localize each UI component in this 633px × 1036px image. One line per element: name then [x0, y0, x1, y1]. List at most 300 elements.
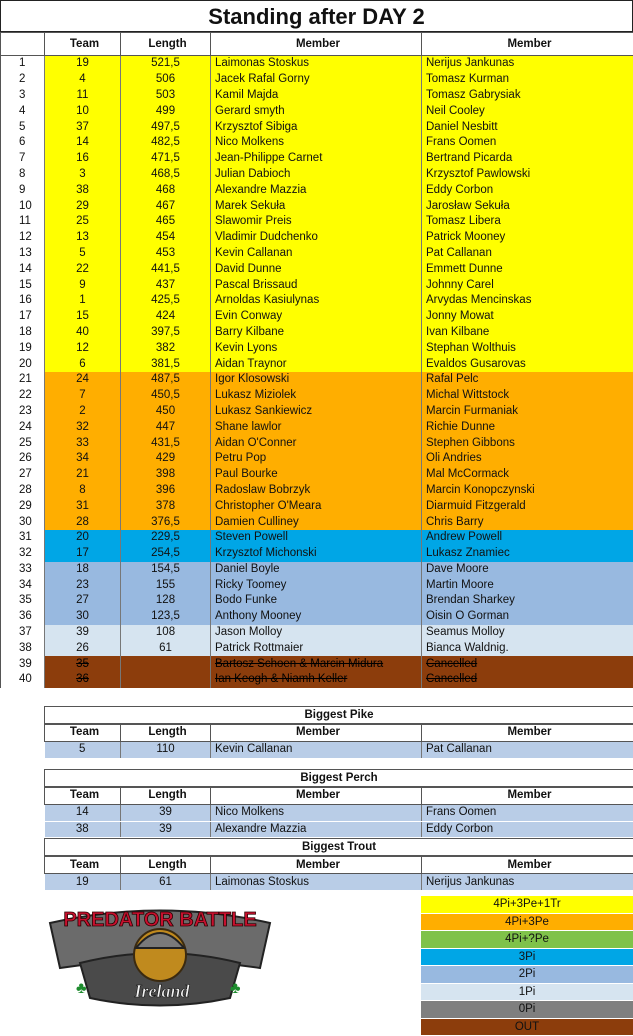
length-cell: 521,5: [121, 56, 211, 72]
team-header: Team: [45, 788, 121, 805]
member2-cell: Diarmuid Fitzgerald: [422, 498, 633, 514]
team-cell: 26: [45, 640, 121, 656]
rank-cell: 19: [1, 340, 45, 356]
member1-cell: Ian Keogh & Niamh Keller: [211, 672, 422, 688]
team-cell: 33: [45, 435, 121, 451]
standings-row: [1, 103, 633, 119]
team-cell: 22: [45, 261, 121, 277]
member2-cell: Oisin O Gorman: [422, 609, 633, 625]
team-cell: 21: [45, 467, 121, 483]
team-cell: 30: [45, 609, 121, 625]
member-header: Member: [422, 788, 633, 805]
length-cell: 424: [121, 309, 211, 325]
member1-cell: Bartosz Schoen & Marcin Midura: [211, 656, 422, 672]
legend-item: OUT: [421, 1019, 633, 1036]
rank-cell: 11: [1, 214, 45, 230]
length-cell: 123,5: [121, 609, 211, 625]
member1-cell: Laimonas Stoskus: [211, 874, 422, 891]
pike-row: [45, 741, 633, 758]
member1-cell: Evin Conway: [211, 309, 422, 325]
member1-cell: Petru Pop: [211, 451, 422, 467]
team-cell: 5: [45, 741, 121, 758]
team-cell: 14: [45, 804, 121, 821]
perch-row: [45, 821, 633, 838]
rank-cell: 10: [1, 198, 45, 214]
member2-cell: Jarosław Sekuła: [422, 198, 633, 214]
team-cell: 29: [45, 198, 121, 214]
standings-row: [1, 151, 633, 167]
team-cell: 24: [45, 372, 121, 388]
standings-row: [1, 404, 633, 420]
team-cell: 4: [45, 72, 121, 88]
member1-cell: Patrick Rottmaier: [211, 640, 422, 656]
length-cell: 429: [121, 451, 211, 467]
member1-cell: Jason Molloy: [211, 625, 422, 641]
standings-row: [1, 246, 633, 262]
member1-cell: Nico Molkens: [211, 135, 422, 151]
team-cell: 38: [45, 182, 121, 198]
length-cell: 154,5: [121, 562, 211, 578]
length-cell: 155: [121, 577, 211, 593]
length-cell: 497,5: [121, 119, 211, 135]
member2-cell: Martin Moore: [422, 577, 633, 593]
length-cell: 378: [121, 498, 211, 514]
length-cell: 431,5: [121, 435, 211, 451]
length-cell: 398: [121, 467, 211, 483]
member1-cell: Alexandre Mazzia: [211, 821, 422, 838]
svg-text:♣: ♣: [230, 980, 241, 997]
member2-cell: Rafal Pelc: [422, 372, 633, 388]
standings-body: [1, 56, 633, 688]
team-cell: 39: [45, 625, 121, 641]
team-cell: 8: [45, 483, 121, 499]
rank-cell: 24: [1, 419, 45, 435]
standings-row: [1, 230, 633, 246]
length-header: Length: [121, 33, 211, 56]
standings-row: [1, 467, 633, 483]
rank-cell: 3: [1, 88, 45, 104]
member-header: Member: [422, 857, 633, 874]
length-cell: 482,5: [121, 135, 211, 151]
length-cell: 506: [121, 72, 211, 88]
rank-cell: 1: [1, 56, 45, 72]
length-cell: 61: [121, 874, 211, 891]
rank-cell: 31: [1, 530, 45, 546]
member2-cell: Brendan Sharkey: [422, 593, 633, 609]
team-header: Team: [45, 725, 121, 742]
member1-cell: Barry Kilbane: [211, 325, 422, 341]
logo-title: PREDATOR BATTLE: [63, 909, 256, 931]
member2-cell: Chris Barry: [422, 514, 633, 530]
team-cell: 38: [45, 821, 121, 838]
member2-cell: Johnny Carel: [422, 277, 633, 293]
length-cell: [121, 672, 211, 688]
standings-row: [1, 498, 633, 514]
team-cell: 23: [45, 577, 121, 593]
standings-row: [1, 593, 633, 609]
length-cell: 396: [121, 483, 211, 499]
member-header: Member: [211, 857, 422, 874]
member2-cell: Jonny Mowat: [422, 309, 633, 325]
member-header: Member: [422, 33, 633, 56]
length-cell: 39: [121, 821, 211, 838]
member2-cell: Neil Cooley: [422, 103, 633, 119]
standings-row: [1, 293, 633, 309]
length-cell: 453: [121, 246, 211, 262]
member2-cell: Pat Callanan: [422, 246, 633, 262]
length-cell: 471,5: [121, 151, 211, 167]
team-cell: 13: [45, 230, 121, 246]
team-header: Team: [45, 33, 121, 56]
standings-row: [1, 261, 633, 277]
member1-cell: Ricky Toomey: [211, 577, 422, 593]
length-cell: 499: [121, 103, 211, 119]
team-cell: 12: [45, 340, 121, 356]
member1-cell: David Dunne: [211, 261, 422, 277]
member2-cell: Patrick Mooney: [422, 230, 633, 246]
legend-item: 0Pi: [421, 1001, 633, 1019]
member1-cell: Bodo Funke: [211, 593, 422, 609]
member2-cell: Eddy Corbon: [422, 821, 633, 838]
member1-cell: Damien Culliney: [211, 514, 422, 530]
team-cell: 37: [45, 119, 121, 135]
perch-header-row: [45, 788, 633, 805]
member1-cell: Krzysztof Sibiga: [211, 119, 422, 135]
standings-row: [1, 419, 633, 435]
length-cell: 450: [121, 404, 211, 420]
length-header: Length: [121, 725, 211, 742]
rank-cell: 27: [1, 467, 45, 483]
member1-cell: Kevin Lyons: [211, 340, 422, 356]
svg-text:♣: ♣: [76, 980, 87, 997]
member2-cell: Stephen Gibbons: [422, 435, 633, 451]
team-cell: 32: [45, 419, 121, 435]
standings-row: [1, 372, 633, 388]
team-cell: 20: [45, 530, 121, 546]
member1-cell: Anthony Mooney: [211, 609, 422, 625]
member2-cell: Daniel Nesbitt: [422, 119, 633, 135]
team-cell: 34: [45, 451, 121, 467]
length-cell: 465: [121, 214, 211, 230]
member2-cell: Frans Oomen: [422, 804, 633, 821]
member1-cell: Gerard smyth: [211, 103, 422, 119]
team-cell: 5: [45, 246, 121, 262]
team-cell: 10: [45, 103, 121, 119]
team-cell: 14: [45, 135, 121, 151]
length-cell: 128: [121, 593, 211, 609]
rank-cell: 26: [1, 451, 45, 467]
rank-header: [1, 33, 45, 56]
length-cell: 425,5: [121, 293, 211, 309]
team-cell: 17: [45, 546, 121, 562]
member1-cell: Igor Klosowski: [211, 372, 422, 388]
team-cell: 1: [45, 293, 121, 309]
member2-cell: Cancelled: [422, 672, 633, 688]
length-cell: 447: [121, 419, 211, 435]
rank-cell: 36: [1, 609, 45, 625]
legend-item: 1Pi: [421, 984, 633, 1002]
standings-row: [1, 435, 633, 451]
member1-cell: Lukasz Sankiewicz: [211, 404, 422, 420]
standings-table: [0, 32, 633, 688]
standings-row: [1, 72, 633, 88]
rank-cell: 39: [1, 656, 45, 672]
legend-item: 4Pi+3Pe+1Tr: [421, 896, 633, 914]
member2-cell: Bertrand Picarda: [422, 151, 633, 167]
legend-item: 4Pi+3Pe: [421, 914, 633, 932]
member1-cell: Krzysztof Michonski: [211, 546, 422, 562]
standings-header-row: [1, 33, 633, 56]
perch-body: [45, 804, 633, 838]
legend-item: 3Pi: [421, 949, 633, 967]
member1-cell: Alexandre Mazzia: [211, 182, 422, 198]
member2-cell: Oli Andries: [422, 451, 633, 467]
length-cell: 454: [121, 230, 211, 246]
team-cell: 31: [45, 498, 121, 514]
member1-cell: Kevin Callanan: [211, 741, 422, 758]
team-cell: 27: [45, 593, 121, 609]
member2-cell: Andrew Powell: [422, 530, 633, 546]
member2-cell: Tomasz Kurman: [422, 72, 633, 88]
pike-body: [45, 741, 633, 758]
member2-cell: Evaldos Gusarovas: [422, 356, 633, 372]
team-cell: 18: [45, 562, 121, 578]
length-header: Length: [121, 788, 211, 805]
length-cell: 503: [121, 88, 211, 104]
rank-cell: 6: [1, 135, 45, 151]
rank-cell: 17: [1, 309, 45, 325]
member2-cell: Stephan Wolthuis: [422, 340, 633, 356]
rank-cell: 32: [1, 546, 45, 562]
member1-cell: Arnoldas Kasiulynas: [211, 293, 422, 309]
standings-row: [1, 483, 633, 499]
member-header: Member: [211, 725, 422, 742]
standings-row: [1, 325, 633, 341]
rank-cell: 34: [1, 577, 45, 593]
rank-cell: 29: [1, 498, 45, 514]
length-cell: 437: [121, 277, 211, 293]
length-cell: 39: [121, 804, 211, 821]
member1-cell: Laimonas Stoskus: [211, 56, 422, 72]
biggest-trout-table: [44, 856, 633, 891]
rank-cell: 12: [1, 230, 45, 246]
team-cell: 6: [45, 356, 121, 372]
rank-cell: 38: [1, 640, 45, 656]
team-header: Team: [45, 857, 121, 874]
member1-cell: Nico Molkens: [211, 804, 422, 821]
team-cell: 28: [45, 514, 121, 530]
standings-row: [1, 198, 633, 214]
length-cell: 382: [121, 340, 211, 356]
standings-row: [1, 88, 633, 104]
biggest-perch-box: [44, 769, 633, 891]
member1-cell: Daniel Boyle: [211, 562, 422, 578]
rank-cell: 23: [1, 404, 45, 420]
team-cell: 11: [45, 88, 121, 104]
standings-row: [1, 340, 633, 356]
member1-cell: Kevin Callanan: [211, 246, 422, 262]
standings-row: [1, 214, 633, 230]
rank-cell: 13: [1, 246, 45, 262]
member2-cell: Krzysztof Pawlowski: [422, 167, 633, 183]
standings-row: [1, 577, 633, 593]
member2-cell: Nerijus Jankunas: [422, 874, 633, 891]
member2-cell: Seamus Molloy: [422, 625, 633, 641]
standings-row: [1, 530, 633, 546]
member1-cell: Aidan O'Conner: [211, 435, 422, 451]
length-cell: 441,5: [121, 261, 211, 277]
member1-cell: Jean-Philippe Carnet: [211, 151, 422, 167]
biggest-perch-table: [44, 787, 633, 838]
rank-cell: 2: [1, 72, 45, 88]
member1-cell: Paul Bourke: [211, 467, 422, 483]
member2-cell: Bianca Waldnig.: [422, 640, 633, 656]
standings-row: [1, 135, 633, 151]
member2-cell: Marcin Konopczynski: [422, 483, 633, 499]
rank-cell: 5: [1, 119, 45, 135]
rank-cell: 21: [1, 372, 45, 388]
length-cell: 376,5: [121, 514, 211, 530]
biggest-pike-title: Biggest Pike: [44, 706, 633, 724]
member2-cell: Richie Dunne: [422, 419, 633, 435]
length-cell: 108: [121, 625, 211, 641]
member2-cell: Tomasz Libera: [422, 214, 633, 230]
team-cell: 40: [45, 325, 121, 341]
standings-row: [1, 277, 633, 293]
member2-cell: Lukasz Znamiec: [422, 546, 633, 562]
biggest-pike-table: [44, 724, 633, 759]
member1-cell: Christopher O'Meara: [211, 498, 422, 514]
rank-cell: 30: [1, 514, 45, 530]
member1-cell: Jacek Rafal Gorny: [211, 72, 422, 88]
rank-cell: 40: [1, 672, 45, 688]
member1-cell: Slawomir Preis: [211, 214, 422, 230]
member1-cell: Vladimir Dudchenko: [211, 230, 422, 246]
member1-cell: Aidan Traynor: [211, 356, 422, 372]
page-title: Standing after DAY 2: [0, 0, 633, 32]
member1-cell: Steven Powell: [211, 530, 422, 546]
rank-cell: 8: [1, 167, 45, 183]
member-header: Member: [211, 33, 422, 56]
rank-cell: 4: [1, 103, 45, 119]
member2-cell: Michal Wittstock: [422, 388, 633, 404]
length-cell: 61: [121, 640, 211, 656]
standings-row: [1, 309, 633, 325]
member2-cell: Tomasz Gabrysiak: [422, 88, 633, 104]
standings-row: [1, 562, 633, 578]
standings-row: [1, 388, 633, 404]
member-header: Member: [422, 725, 633, 742]
team-cell: 19: [45, 56, 121, 72]
rank-cell: 35: [1, 593, 45, 609]
standings-row: [1, 656, 633, 672]
team-cell: 36: [45, 672, 121, 688]
standings-row: [1, 167, 633, 183]
member2-cell: Mal McCormack: [422, 467, 633, 483]
trout-row: [45, 874, 633, 891]
length-cell: 487,5: [121, 372, 211, 388]
rank-cell: 15: [1, 277, 45, 293]
standings-row: [1, 625, 633, 641]
team-cell: 35: [45, 656, 121, 672]
color-legend: [421, 896, 633, 1036]
length-cell: 381,5: [121, 356, 211, 372]
predator-battle-logo: [40, 893, 280, 1018]
member1-cell: Lukasz Miziolek: [211, 388, 422, 404]
standings-row: [1, 56, 633, 72]
rank-cell: 22: [1, 388, 45, 404]
rank-cell: 28: [1, 483, 45, 499]
standings-row: [1, 119, 633, 135]
standings-row: [1, 672, 633, 688]
perch-row: [45, 804, 633, 821]
standings-row: [1, 514, 633, 530]
member2-cell: Frans Oomen: [422, 135, 633, 151]
member2-cell: Emmett Dunne: [422, 261, 633, 277]
standings-row: [1, 640, 633, 656]
length-cell: [121, 656, 211, 672]
member1-cell: Shane lawlor: [211, 419, 422, 435]
member-header: Member: [211, 788, 422, 805]
member1-cell: Pascal Brissaud: [211, 277, 422, 293]
member1-cell: Radoslaw Bobrzyk: [211, 483, 422, 499]
length-cell: 468,5: [121, 167, 211, 183]
member1-cell: Marek Sekuła: [211, 198, 422, 214]
standings-row: [1, 356, 633, 372]
member2-cell: Arvydas Mencinskas: [422, 293, 633, 309]
logo-subtitle: Ireland: [133, 981, 190, 1001]
team-cell: 2: [45, 404, 121, 420]
trout-body: [45, 874, 633, 891]
length-cell: 254,5: [121, 546, 211, 562]
biggest-trout-title: Biggest Trout: [44, 838, 633, 856]
team-cell: 19: [45, 874, 121, 891]
team-cell: 15: [45, 309, 121, 325]
rank-cell: 16: [1, 293, 45, 309]
member1-cell: Julian Dabioch: [211, 167, 422, 183]
member1-cell: Kamil Majda: [211, 88, 422, 104]
rank-cell: 25: [1, 435, 45, 451]
member2-cell: Eddy Corbon: [422, 182, 633, 198]
trout-header-row: [45, 857, 633, 874]
legend-item: 2Pi: [421, 966, 633, 984]
rank-cell: 20: [1, 356, 45, 372]
rank-cell: 33: [1, 562, 45, 578]
length-cell: 450,5: [121, 388, 211, 404]
team-cell: 9: [45, 277, 121, 293]
length-cell: 468: [121, 182, 211, 198]
member2-cell: Pat Callanan: [422, 741, 633, 758]
legend-item: 4Pi+?Pe: [421, 931, 633, 949]
member2-cell: Dave Moore: [422, 562, 633, 578]
standings-row: [1, 546, 633, 562]
rank-cell: 7: [1, 151, 45, 167]
length-cell: 110: [121, 741, 211, 758]
team-cell: 16: [45, 151, 121, 167]
member2-cell: Nerijus Jankunas: [422, 56, 633, 72]
biggest-perch-title: Biggest Perch: [44, 769, 633, 787]
standings-row: [1, 451, 633, 467]
length-cell: 397,5: [121, 325, 211, 341]
length-cell: 467: [121, 198, 211, 214]
member2-cell: Ivan Kilbane: [422, 325, 633, 341]
team-cell: 7: [45, 388, 121, 404]
team-cell: 3: [45, 167, 121, 183]
rank-cell: 37: [1, 625, 45, 641]
length-header: Length: [121, 857, 211, 874]
rank-cell: 9: [1, 182, 45, 198]
team-cell: 25: [45, 214, 121, 230]
